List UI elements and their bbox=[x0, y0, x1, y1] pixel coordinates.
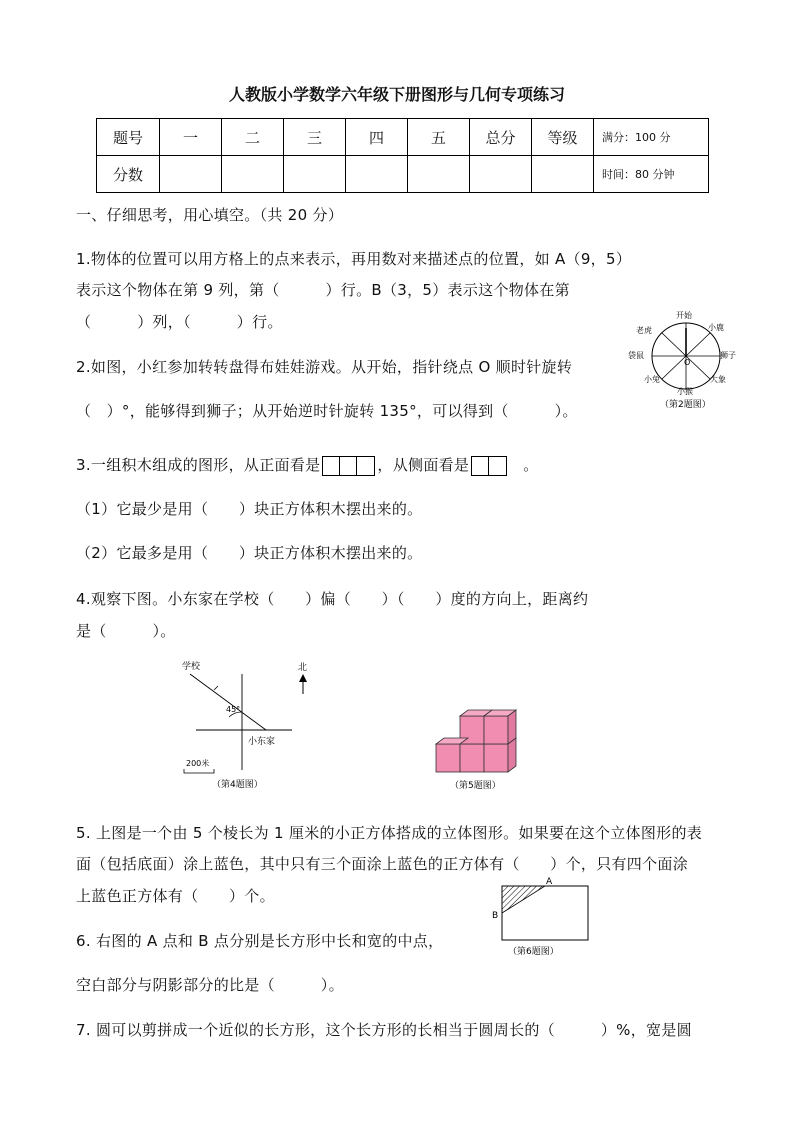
side-view-icon bbox=[471, 456, 507, 476]
wheel-center-label: O bbox=[684, 358, 691, 367]
scale-bar bbox=[184, 769, 214, 773]
score-input-cell[interactable] bbox=[532, 156, 594, 193]
q2-line1: 2.如图，小红参加转转盘得布娃娃游戏。从开始，指针绕点 O 顺时针旋转 bbox=[76, 358, 573, 376]
shaded-triangle bbox=[502, 886, 545, 913]
table-cell: 四 bbox=[346, 119, 408, 156]
table-cell: 三 bbox=[284, 119, 346, 156]
scale-label: 200米 bbox=[186, 759, 210, 768]
page-title: 人教版小学数学六年级下册图形与几何专项练习 bbox=[228, 85, 565, 104]
q3-line bbox=[76, 454, 539, 476]
score-input-cell[interactable] bbox=[346, 156, 408, 193]
q2-line2: （ ）°，能够得到狮子；从开始逆时针旋转 135°，可以得到（ ）。 bbox=[76, 402, 578, 420]
score-input-cell[interactable] bbox=[408, 156, 470, 193]
school-label: 学校 bbox=[182, 662, 201, 672]
q6-line1: 6. 右图的 A 点和 B 点分别是长方形中长和宽的中点， bbox=[76, 932, 444, 950]
spinner-wheel-diagram bbox=[622, 306, 752, 414]
q3-sub2: （2）它最多是用（ ）块正方体积木摆出来的。 bbox=[76, 544, 423, 562]
cubes-diagram bbox=[428, 708, 538, 794]
point-b-label: B bbox=[492, 911, 499, 921]
score-table bbox=[96, 118, 709, 193]
q5-line1: 5. 上图是一个由 5 个棱长为 1 厘米的小正方体搭成的立体图形。如果要在这个立体图形的表 bbox=[76, 824, 703, 842]
table-cell: 二 bbox=[222, 119, 284, 156]
q4-line2: 是（ ）。 bbox=[76, 622, 176, 640]
front-view-icon bbox=[322, 456, 375, 476]
q3-mid: ，从侧面看是 bbox=[377, 456, 470, 474]
north-label: 北 bbox=[298, 663, 308, 673]
time-cell: 时间：80 分钟 bbox=[594, 156, 709, 193]
table-cell: 五 bbox=[408, 119, 470, 156]
q3-prefix: 3.一组积木组成的图形，从正面看是 bbox=[76, 456, 321, 474]
q6-line2: 空白部分与阴影部分的比是（ ）。 bbox=[76, 976, 344, 994]
q1-line1: 1.物体的位置可以用方格上的点来表示，再用数对来描述点的位置，如 A（9，5） bbox=[76, 250, 632, 268]
score-input-cell[interactable] bbox=[160, 156, 222, 193]
q1-line2: 表示这个物体在第 9 列，第（ ）行。B（3，5）表示这个物体在第 bbox=[76, 281, 570, 299]
table-row bbox=[97, 156, 709, 193]
section-heading: 一、仔细思考，用心填空。（共 20 分） bbox=[76, 206, 344, 224]
score-input-cell[interactable] bbox=[470, 156, 532, 193]
q6-caption: （第6题图） bbox=[508, 947, 559, 957]
q5-line3: 上蓝色正方体有（ ）个。 bbox=[76, 887, 275, 905]
q2-caption: （第2题图） bbox=[660, 400, 711, 410]
table-cell: 分数 bbox=[97, 156, 160, 193]
wheel-label-lion: 狮子 bbox=[720, 351, 736, 360]
q7-line1: 7. 圆可以剪拼成一个近似的长方形，这个长方形的长相当于圆周长的（ ）%，宽是圆 bbox=[76, 1021, 692, 1039]
map-diagram bbox=[178, 656, 328, 796]
wheel-label-deer: 小鹿 bbox=[708, 323, 724, 332]
q4-line1: 4.观察下图。小东家在学校（ ）偏（ ）（ ）度的方向上，距离约 bbox=[76, 590, 589, 608]
score-input-cell[interactable] bbox=[284, 156, 346, 193]
wheel-label-kangaroo: 袋鼠 bbox=[628, 351, 644, 360]
score-input-cell[interactable] bbox=[222, 156, 284, 193]
angle-label: 45° bbox=[226, 705, 241, 714]
q4-caption: （第4题图） bbox=[212, 780, 263, 790]
q3-sub1: （1）它最少是用（ ）块正方体积木摆出来的。 bbox=[76, 500, 423, 518]
table-cell: 题号 bbox=[97, 119, 160, 156]
wheel-label-start: 开始 bbox=[676, 311, 692, 320]
point-a-label: A bbox=[546, 877, 553, 887]
q3-suffix: 。 bbox=[523, 456, 539, 474]
wheel-label-monkey: 小猴 bbox=[677, 387, 693, 396]
q1-line3: （ ）列，（ ）行。 bbox=[76, 313, 283, 331]
table-cell: 总分 bbox=[470, 119, 532, 156]
q5-caption: （第5题图） bbox=[450, 781, 501, 791]
rectangle-diagram bbox=[486, 874, 596, 962]
table-cell: 等级 bbox=[532, 119, 594, 156]
wheel-label-tiger: 老虎 bbox=[636, 326, 652, 335]
school-path-line bbox=[190, 674, 266, 730]
wheel-label-rabbit: 小兔 bbox=[644, 375, 660, 384]
q5-line2: 面（包括底面）涂上蓝色，其中只有三个面涂上蓝色的正方体有（ ）个，只有四个面涂 bbox=[76, 855, 689, 873]
wheel-label-elephant: 大象 bbox=[710, 375, 726, 384]
full-marks-cell: 满分：100 分 bbox=[594, 119, 709, 156]
table-cell: 一 bbox=[160, 119, 222, 156]
table-row bbox=[97, 119, 709, 156]
home-label: 小东家 bbox=[248, 737, 276, 747]
